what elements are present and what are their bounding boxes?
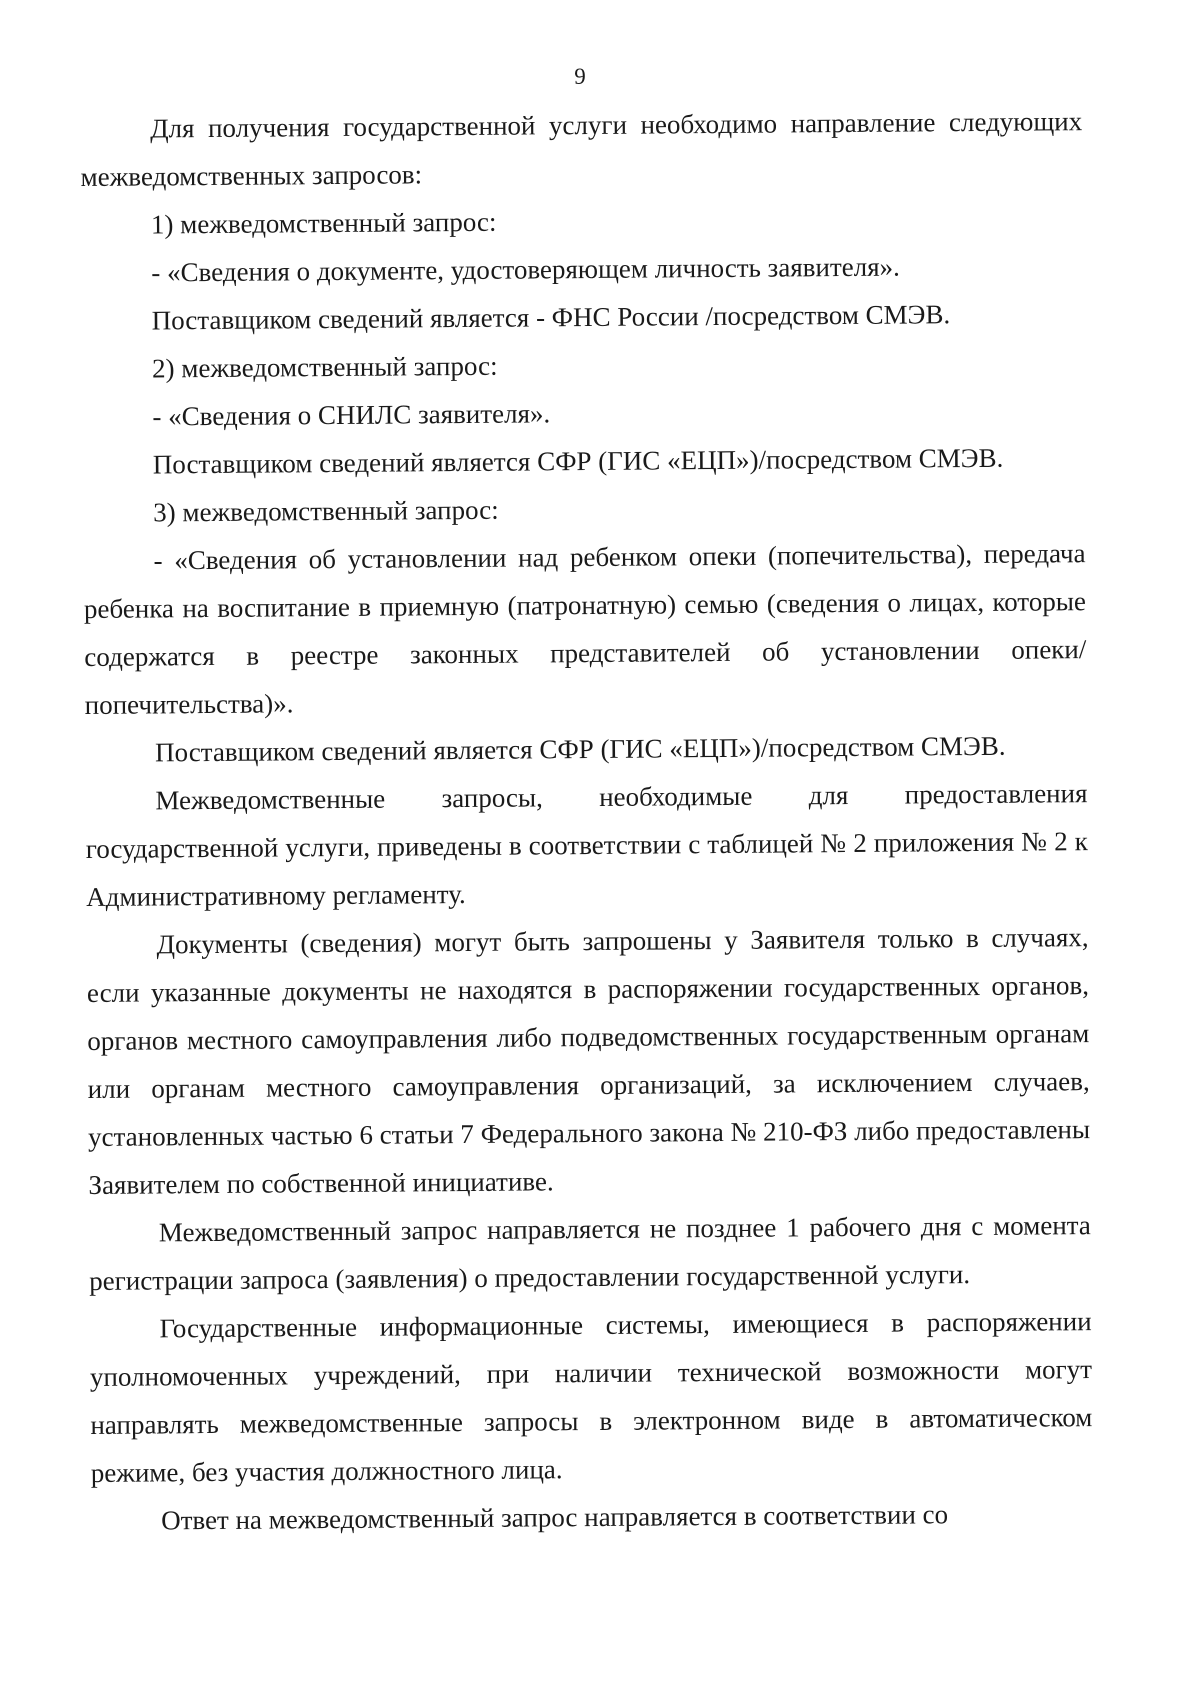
paragraph-request-1-heading: 1) межведомственный запрос:	[150, 206, 497, 240]
page-number: 9	[574, 64, 586, 89]
paragraph-documents-request-conditions: Документы (сведения) могут быть запрошены у Заявителя только в случаях, если указанные документы не находятся в распоряжении государственных органов, органов местного самоуправления либо подведомственных государственным органам или органам местного самоуправления организаций, за исключением случаев, установленных частью 6 статьи 7 Федерального закона № 210-ФЗ либо предоставлены Заявителем по собственной инициативе.	[86, 922, 1091, 1200]
paragraph-request-2-heading: 2) межведомственный запрос:	[151, 350, 498, 384]
paragraph-requests-table-reference: Межведомственные запросы, необходимые для предоставления государственной услуги, приведены в соответствии с таблицей № 2 приложения № 2 к Административному регламенту.	[85, 778, 1088, 912]
paragraph-response: Ответ на межведомственный запрос направляется в соответствии со	[161, 1499, 949, 1536]
paragraph-request-deadline: Межведомственный запрос направляется не позднее 1 рабочего дня с момента регистрации запроса (заявления) о предоставлении государственной услуги.	[89, 1210, 1091, 1296]
paragraph-request-3-supplier: Поставщиком сведений является СФР (ГИС «ЕЦП»)/посредством СМЭВ.	[154, 730, 1006, 768]
paragraph-intro: Для получения государственной услуги необходимо направление следующих межведомственных запросов:	[80, 106, 1083, 192]
paragraph-request-2-item: - «Сведения о СНИЛС заявителя».	[152, 398, 551, 432]
paragraph-request-1-item: - «Сведения о документе, удостоверяющем личность заявителя».	[151, 251, 900, 288]
paragraph-request-2-supplier: Поставщиком сведений является СФР (ГИС «ЕЦП»)/посредством СМЭВ.	[152, 442, 1004, 480]
paragraph-request-3-heading: 3) межведомственный запрос:	[153, 494, 499, 528]
paragraph-request-3-item: - «Сведения об установлении над ребенком опеки (попечительства), передача ребенка на воспитание в приемную (патронатную) семью (сведения о лицах, которые содержатся в реестре законных представителей об установлении опеки/попечительства)».	[83, 538, 1087, 720]
document-body	[80, 97, 1093, 1545]
paragraph-automatic-requests: Государственные информационные системы, имеющиеся в распоряжении уполномоченных учреждений, при наличии технической возможности могут направлять межведомственные запросы в электронном виде в автоматическом режиме, без участия должностного лица.	[89, 1306, 1093, 1488]
paragraph-request-1-supplier: Поставщиком сведений является - ФНС России /посредством СМЭВ.	[151, 299, 951, 336]
